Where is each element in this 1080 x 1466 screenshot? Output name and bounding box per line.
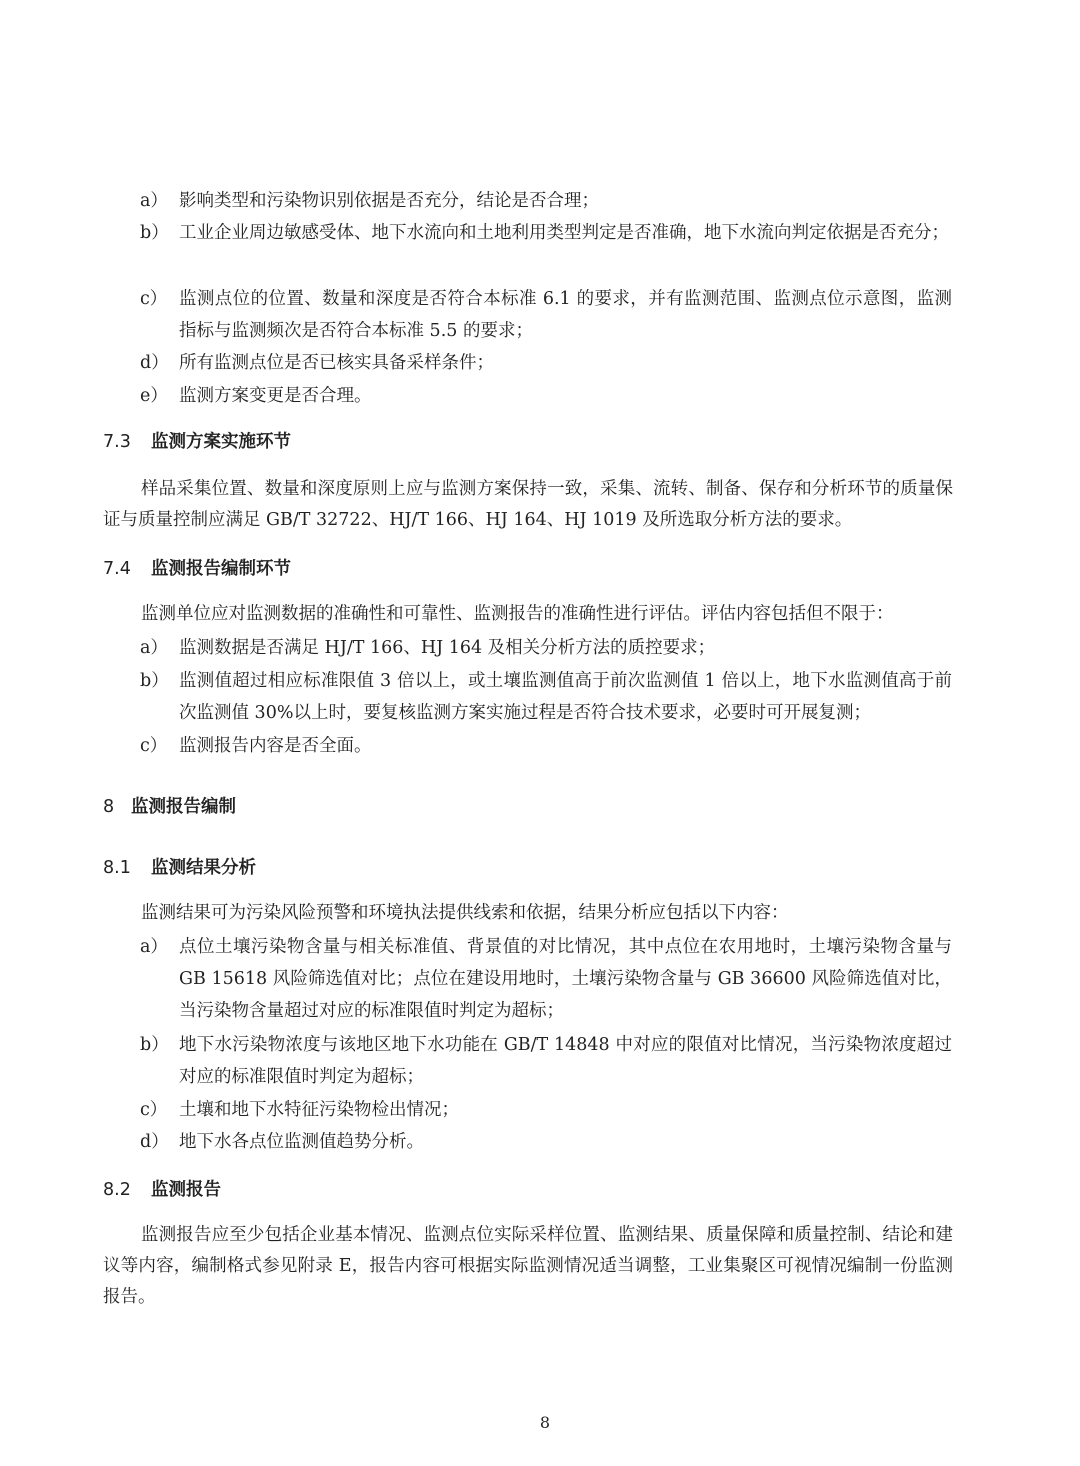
section-paragraph: 监测报告应至少包括企业基本情况、监测点位实际采样位置、监测结果、质量保障和质量控制、结论和建议等内容，编制格式参见附录 E，报告内容可根据实际监测情况适当调整，工业集聚区可视情况编制一份监测报告。 (103, 1225, 953, 1307)
list-label: e） (140, 386, 168, 406)
list-item (140, 185, 952, 217)
list-item (140, 1094, 952, 1126)
section-heading-8-2 (103, 1177, 221, 1203)
section-title: 监测结果分析 (151, 858, 256, 878)
section-number: 7.3 (103, 432, 131, 452)
section-heading-7-3 (103, 429, 291, 455)
section-heading-7-4 (103, 556, 291, 582)
list-text: 工业企业周边敏感受体、地下水流向和土地利用类型判定是否准确，地下水流向判定依据是否充分； (179, 223, 949, 243)
list-item (140, 665, 952, 729)
list-text: 地下水各点位监测值趋势分析。 (179, 1132, 424, 1152)
section-title: 监测报告编制环节 (151, 559, 291, 579)
list-label: b） (140, 671, 169, 691)
list-text: 监测点位的位置、数量和深度是否符合本标准 6.1 的要求，并有监测范围、监测点位示意图，监测指标与监测频次是否符合本标准 5.5 的要求； (179, 289, 952, 341)
section-intro: 监测结果可为污染风险预警和环境执法提供线索和依据，结果分析应包括以下内容： (141, 903, 789, 923)
list-label: c） (140, 289, 168, 309)
list-text: 点位土壤污染物含量与相关标准值、背景值的对比情况，其中点位在农用地时，土壤污染物含量与 GB 15618 风险筛选值对比；点位在建设用地时，土壤污染物含量与 GB 36600 风险筛选值对比，当污染物含量超过对应的标准限值时判定为超标； (179, 937, 952, 1021)
section-title: 监测方案实施环节 (151, 432, 291, 452)
list-label: a） (140, 638, 168, 658)
list-label: d） (140, 353, 169, 373)
list-label: b） (140, 223, 169, 243)
list-item (140, 1029, 952, 1093)
list-text: 影响类型和污染物识别依据是否充分，结论是否合理； (179, 191, 599, 211)
page-number: 8 (539, 1413, 551, 1432)
list-item (140, 931, 952, 1027)
list-text: 监测数据是否满足 HJ/T 166、HJ 164 及相关分析方法的质控要求； (179, 638, 716, 658)
list-item (140, 730, 952, 762)
list-item (140, 283, 952, 347)
list-text: 监测方案变更是否合理。 (179, 386, 372, 406)
list-label: b） (140, 1035, 169, 1055)
section-paragraph: 样品采集位置、数量和深度原则上应与监测方案保持一致，采集、流转、制备、保存和分析环节的质量保证与质量控制应满足 GB/T 32722、HJ/T 166、HJ 164、HJ 1019 及所选取分析方法的要求。 (103, 479, 953, 530)
list-label: a） (140, 191, 168, 211)
section-intro: 监测单位应对监测数据的准确性和可靠性、监测报告的准确性进行评估。评估内容包括但不限于： (141, 604, 894, 624)
list-label: c） (140, 1100, 168, 1120)
section-title: 监测报告 (151, 1180, 221, 1200)
section-number: 8.1 (103, 858, 131, 878)
section-number: 8 (103, 797, 115, 817)
list-label: c） (140, 736, 168, 756)
list-text: 地下水污染物浓度与该地区地下水功能在 GB/T 14848 中对应的限值对比情况，当污染物浓度超过对应的标准限值时判定为超标； (179, 1035, 952, 1087)
list-text: 土壤和地下水特征污染物检出情况； (179, 1100, 459, 1120)
list-item (140, 217, 952, 249)
list-item (140, 1126, 952, 1158)
list-text: 所有监测点位是否已核实具备采样条件； (179, 353, 494, 373)
list-label: a） (140, 937, 168, 957)
list-text: 监测值超过相应标准限值 3 倍以上，或土壤监测值高于前次监测值 1 倍以上，地下水监测值高于前次监测值 30%以上时，要复核监测方案实施过程是否符合技术要求，必要时可开展复测； (179, 671, 952, 723)
list-item (140, 632, 952, 664)
list-item (140, 380, 952, 412)
section-title: 监测报告编制 (131, 797, 236, 817)
list-item (140, 347, 952, 379)
section-heading-8-1 (103, 855, 256, 881)
list-label: d） (140, 1132, 169, 1152)
section-number: 7.4 (103, 559, 131, 579)
section-heading-8 (103, 794, 236, 820)
list-text: 监测报告内容是否全面。 (179, 736, 372, 756)
section-number: 8.2 (103, 1180, 131, 1200)
